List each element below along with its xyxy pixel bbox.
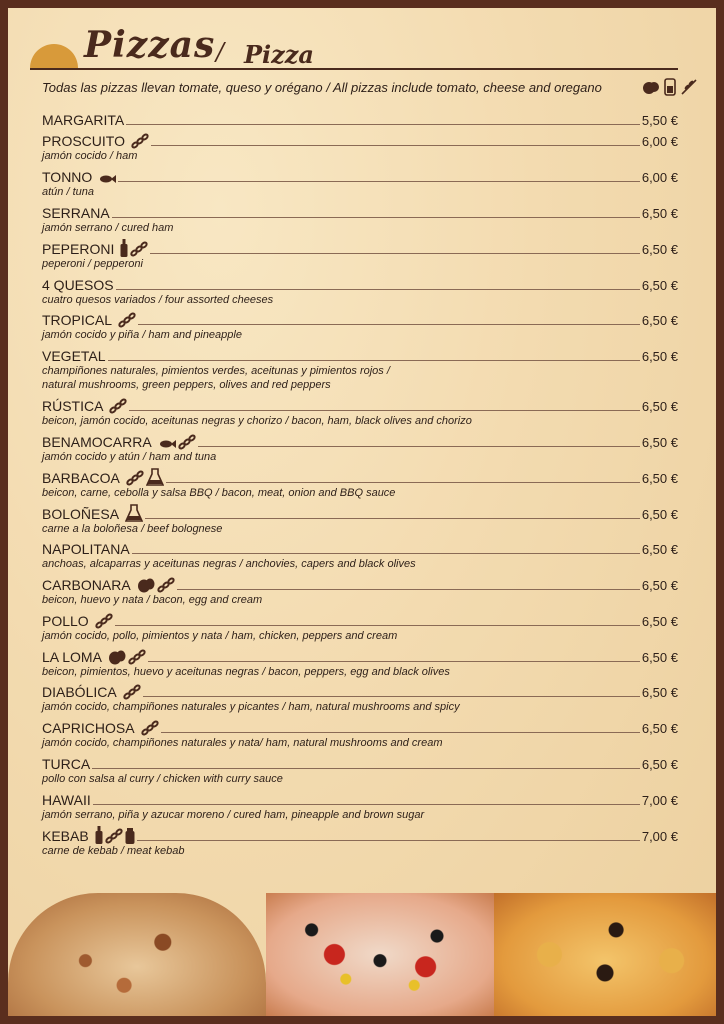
pizza-description: jamón cocido y atún / ham and tuna <box>42 451 217 463</box>
menu-item-row <box>42 647 678 665</box>
header-divider <box>30 68 678 70</box>
menu-item <box>42 826 678 858</box>
bottle-icon <box>120 239 128 257</box>
menu-item-row <box>42 110 678 128</box>
pizza-description: beicon, pimientos, huevo y aceitunas negras / bacon, peppers, egg and black olives <box>42 666 450 678</box>
cheese-icon <box>664 78 676 96</box>
menu-item <box>42 682 678 714</box>
ingredient-icons <box>158 434 196 450</box>
pizza-price: 6,50 € <box>641 542 678 557</box>
pizza-price: 6,50 € <box>641 614 678 629</box>
ingredient-icons <box>126 470 164 486</box>
sausage-icon <box>130 241 148 257</box>
pizza-description: jamón cocido y piña / ham and pineapple <box>42 329 242 341</box>
pizza-name: PROSCUITO <box>42 133 125 149</box>
menu-item-row <box>42 396 678 414</box>
pizza-price: 6,00 € <box>641 170 678 185</box>
pizza-price: 6,50 € <box>641 206 678 221</box>
sausage-icon <box>109 398 127 414</box>
pizza-description: jamón cocido, champiñones naturales y picantes / ham, natural mushrooms and spicy <box>42 701 460 713</box>
menu-item-row <box>42 790 678 808</box>
ingredient-icons <box>108 649 146 665</box>
intro-icons <box>642 78 698 96</box>
dot-leader <box>138 324 640 325</box>
pizza-description: jamón cocido / ham <box>42 150 138 162</box>
sausage-icon <box>157 577 175 593</box>
dot-leader <box>112 217 640 218</box>
pizza-description: cuatro quesos variados / four assorted cheeses <box>42 294 274 306</box>
sausage-icon <box>128 649 146 665</box>
ingredient-icons <box>118 312 136 328</box>
pizza-price: 6,50 € <box>641 399 678 414</box>
menu-item <box>42 275 678 307</box>
pizza-description: jamón cocido, pollo, pimientos y nata / ham, chicken, peppers and cream <box>42 630 398 642</box>
oregano-icon <box>680 78 698 96</box>
menu-item-row <box>42 167 678 185</box>
pizza-price: 7,00 € <box>641 793 678 808</box>
menu-item <box>42 718 678 750</box>
pizza-description: carne a la boloñesa / beef bolognese <box>42 523 223 535</box>
dot-leader <box>143 696 640 697</box>
menu-item-row <box>42 504 678 522</box>
dot-leader <box>145 518 640 519</box>
pizza-name: BARBACOA <box>42 470 120 486</box>
menu-item <box>42 432 678 464</box>
pizza-description: beicon, jamón cocido, aceitunas negras y chorizo / bacon, ham, black olives and chorizo <box>42 415 472 427</box>
menu-item <box>42 239 678 271</box>
pizza-price: 6,50 € <box>641 471 678 486</box>
ingredient-icons <box>131 133 149 149</box>
menu-item-row <box>42 754 678 772</box>
pizza-description: jamón cocido, champiñones naturales y nata/ ham, natural mushrooms and cream <box>42 737 443 749</box>
dot-leader <box>150 253 639 254</box>
menu-item <box>42 396 678 428</box>
pizza-name: TURCA <box>42 756 91 772</box>
pizza-name: LA LOMA <box>42 649 102 665</box>
pizza-photo-meat <box>8 893 266 1016</box>
ingredient-icons <box>137 577 175 593</box>
dot-leader <box>148 661 640 662</box>
pizza-photos <box>8 893 716 1016</box>
ingredient-icons <box>141 720 159 736</box>
dot-leader <box>198 446 640 447</box>
menu-item <box>42 167 678 199</box>
pizza-description: champiñones naturales, pimientos verdes, aceitunas y pimientos rojos / <box>42 365 390 377</box>
dot-leader <box>116 289 640 290</box>
menu-item <box>42 611 678 643</box>
pizza-price: 6,00 € <box>641 134 678 149</box>
pizza-name: DIABÓLICA <box>42 684 117 700</box>
pizza-name: KEBAB <box>42 828 89 844</box>
sausage-icon <box>178 434 196 450</box>
sausage-icon <box>105 828 123 844</box>
dot-leader <box>115 625 640 626</box>
pizza-price: 6,50 € <box>641 435 678 450</box>
sausage-icon <box>118 312 136 328</box>
menu-item <box>42 575 678 607</box>
dot-leader <box>118 181 640 182</box>
dot-leader <box>161 732 640 733</box>
menu-item-row <box>42 611 678 629</box>
menu-item <box>42 539 678 571</box>
egg-icon <box>108 649 126 665</box>
sausage-icon <box>141 720 159 736</box>
menu-item <box>42 310 678 342</box>
pizza-name: MARGARITA <box>42 112 125 128</box>
dot-leader <box>129 410 639 411</box>
dot-leader <box>151 145 640 146</box>
pizza-name: BENAMOCARRA <box>42 434 152 450</box>
menu-item <box>42 504 678 536</box>
pizza-description: natural mushrooms, green peppers, olives and red peppers <box>42 379 331 391</box>
pizza-price: 6,50 € <box>641 507 678 522</box>
menu-item-row <box>42 203 678 221</box>
menu-item <box>42 203 678 235</box>
intro-note: Todas las pizzas llevan tomate, queso y orégano / All pizzas include tomato, cheese and oregano <box>42 80 602 95</box>
menu-item <box>42 346 678 392</box>
egg-icon <box>137 577 155 593</box>
pizza-price: 6,50 € <box>641 757 678 772</box>
menu-item-row <box>42 239 678 257</box>
pizza-photo-cheese <box>494 893 716 1016</box>
pizza-name: CAPRICHOSA <box>42 720 135 736</box>
bottle-icon <box>95 826 103 844</box>
ingredient-icons <box>120 241 148 257</box>
menu-item-row <box>42 575 678 593</box>
pizza-name: HAWAII <box>42 792 91 808</box>
page-subtitle: Pizza <box>244 40 314 69</box>
page-title: Pizzas <box>84 24 216 66</box>
dot-leader <box>108 360 640 361</box>
pizza-name: BOLOÑESA <box>42 506 120 522</box>
fish-icon <box>158 438 176 450</box>
dot-leader <box>92 768 640 769</box>
flask-icon <box>146 468 164 486</box>
sausage-icon <box>123 684 141 700</box>
pizza-description: jamón serrano, piña y azucar moreno / cured ham, pineapple and brown sugar <box>42 809 425 821</box>
menu-item-row <box>42 432 678 450</box>
pizza-price: 6,50 € <box>641 313 678 328</box>
pizza-price: 5,50 € <box>641 113 678 128</box>
pizza-price: 6,50 € <box>641 578 678 593</box>
menu-item-row <box>42 275 678 293</box>
menu-item-row <box>42 718 678 736</box>
dot-leader <box>132 553 640 554</box>
pizza-name: NAPOLITANA <box>42 541 130 557</box>
sausage-icon <box>95 613 113 629</box>
pizza-description: beicon, huevo y nata / bacon, egg and cream <box>42 594 263 606</box>
ingredient-icons <box>95 613 113 629</box>
pizza-name: POLLO <box>42 613 89 629</box>
sausage-icon <box>131 133 149 149</box>
menu-item <box>42 647 678 679</box>
pizza-price: 6,50 € <box>641 685 678 700</box>
ingredient-icons <box>125 506 143 522</box>
menu-item-row <box>42 346 678 364</box>
pizza-name: TROPICAL <box>42 312 113 328</box>
menu-item-row <box>42 539 678 557</box>
pizza-description: pollo con salsa al curry / chicken with curry sauce <box>42 773 283 785</box>
menu-page <box>8 8 716 1016</box>
flask-icon <box>125 504 143 522</box>
title-separator: / <box>216 38 225 66</box>
ingredient-icons <box>98 169 116 185</box>
dot-leader <box>166 482 640 483</box>
pizza-name: SERRANA <box>42 205 110 221</box>
menu-item-row <box>42 682 678 700</box>
dot-leader <box>177 589 640 590</box>
dot-leader <box>93 804 640 805</box>
pizza-description: peperoni / pepperoni <box>42 258 143 270</box>
menu-header <box>8 8 716 78</box>
pizza-description: beicon, carne, cebolla y salsa BBQ / bacon, meat, onion and BBQ sauce <box>42 487 396 499</box>
menu-item-row <box>42 131 678 149</box>
menu-item-row <box>42 310 678 328</box>
ingredient-icons <box>123 684 141 700</box>
ingredient-icons <box>95 828 135 844</box>
tomato-icon <box>642 78 660 96</box>
sun-logo <box>30 44 78 68</box>
menu-item <box>42 754 678 786</box>
ingredient-icons <box>109 398 127 414</box>
pizza-name: CARBONARA <box>42 577 131 593</box>
pizza-name: VEGETAL <box>42 348 106 364</box>
menu-item <box>42 790 678 822</box>
pizza-description: carne de kebab / meat kebab <box>42 845 185 857</box>
pizza-name: 4 QUESOS <box>42 277 114 293</box>
menu-item <box>42 110 678 128</box>
dot-leader <box>137 840 640 841</box>
pizza-description: anchoas, alcaparras y aceitunas negras / anchovies, capers and black olives <box>42 558 416 570</box>
pizza-photo-vegetable <box>266 893 494 1016</box>
pizza-name: TONNO <box>42 169 93 185</box>
menu-item <box>42 131 678 163</box>
pizza-description: atún / tuna <box>42 186 94 198</box>
sausage-icon <box>126 470 144 486</box>
pizza-name: RÚSTICA <box>42 398 104 414</box>
fish-icon <box>98 173 116 185</box>
jar-icon <box>125 828 135 844</box>
pizza-description: jamón serrano / cured ham <box>42 222 174 234</box>
pizza-name: PEPERONI <box>42 241 115 257</box>
menu-item <box>42 468 678 500</box>
pizza-price: 7,00 € <box>641 829 678 844</box>
pizza-price: 6,50 € <box>641 278 678 293</box>
pizza-price: 6,50 € <box>641 721 678 736</box>
dot-leader <box>126 124 640 125</box>
menu-item-row <box>42 826 678 844</box>
pizza-price: 6,50 € <box>641 650 678 665</box>
menu-item-row <box>42 468 678 486</box>
pizza-price: 6,50 € <box>641 349 678 364</box>
pizza-price: 6,50 € <box>641 242 678 257</box>
